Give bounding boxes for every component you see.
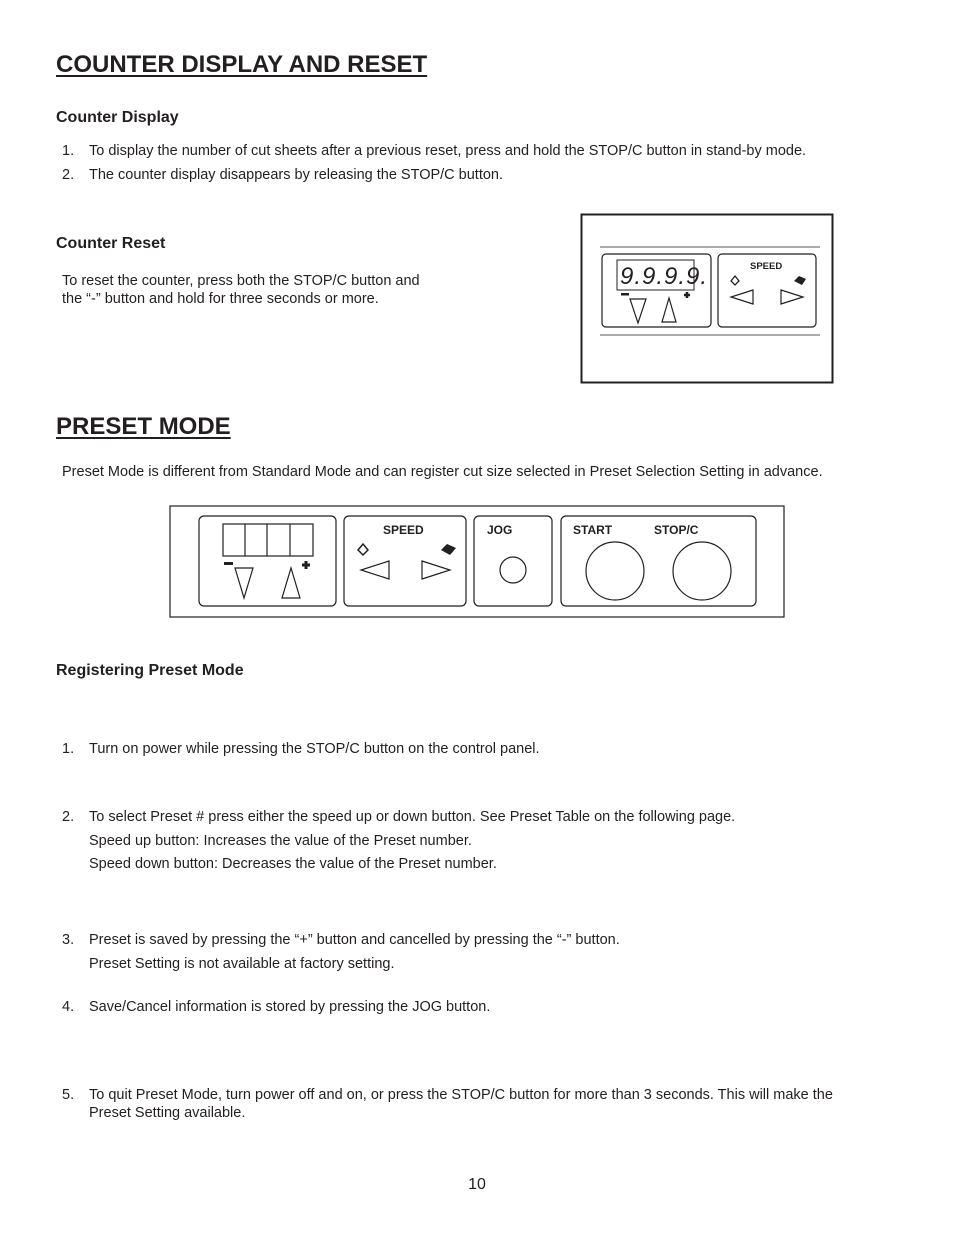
speed-label: SPEED bbox=[750, 261, 783, 272]
section-title-counter: COUNTER DISPLAY AND RESET bbox=[56, 51, 428, 78]
step-number: 1. bbox=[62, 741, 75, 757]
stop-label: STOP/C bbox=[654, 523, 699, 537]
list-item: To display the number of cut sheets after a previous reset, press and hold the STOP/C button in stand-by mode. bbox=[89, 143, 807, 159]
counter-display-heading: Counter Display bbox=[56, 109, 179, 126]
step-text-continued: Preset Setting available. bbox=[89, 1105, 246, 1121]
minus-icon bbox=[621, 293, 629, 296]
step-number: 4. bbox=[62, 999, 75, 1015]
counter-reset-heading: Counter Reset bbox=[56, 235, 166, 252]
list-item: The counter display disappears by releasing the STOP/C button. bbox=[89, 167, 504, 183]
start-button bbox=[586, 542, 644, 600]
speed-label: SPEED bbox=[383, 523, 424, 537]
counter-display bbox=[223, 524, 313, 556]
step-subtext: Speed up button: Increases the value of the Preset number. bbox=[89, 833, 472, 849]
stop-button bbox=[673, 542, 731, 600]
page-number: 10 bbox=[468, 1176, 486, 1193]
counter-reset-text-line2: the “-” button and hold for three seconds or more. bbox=[62, 291, 379, 307]
registering-heading: Registering Preset Mode bbox=[56, 662, 244, 679]
jog-button bbox=[500, 557, 526, 583]
step-text: Preset is saved by pressing the “+” button and cancelled by pressing the “-” button. bbox=[89, 932, 620, 948]
jog-label: JOG bbox=[487, 523, 513, 537]
step-number: 5. bbox=[62, 1087, 75, 1103]
counter-reset-text-line1: To reset the counter, press both the STOP/C button and bbox=[62, 273, 420, 289]
step-text: To select Preset # press either the speed up or down button. See Preset Table on the following page. bbox=[89, 809, 736, 825]
minus-icon bbox=[224, 562, 233, 565]
step-number: 2. bbox=[62, 809, 75, 825]
step-subtext: Preset Setting is not available at factory setting. bbox=[89, 956, 395, 972]
step-subtext: Speed down button: Decreases the value of the Preset number. bbox=[89, 856, 497, 872]
step-number: 3. bbox=[62, 932, 75, 948]
step-text: To quit Preset Mode, turn power off and on, or press the STOP/C button for more than 3 seconds. This will make the bbox=[89, 1087, 833, 1103]
preset-intro: Preset Mode is different from Standard Mode and can register cut size selected in Preset Selection Setting in advance. bbox=[62, 464, 823, 480]
start-label: START bbox=[573, 523, 613, 537]
step-text: Turn on power while pressing the STOP/C button on the control panel. bbox=[89, 741, 540, 757]
list-number: 1. bbox=[62, 143, 75, 159]
step-text: Save/Cancel information is stored by pressing the JOG button. bbox=[89, 999, 491, 1015]
section-title-preset: PRESET MODE bbox=[56, 413, 231, 440]
list-number: 2. bbox=[62, 167, 75, 183]
control-panel-figure bbox=[169, 505, 786, 619]
counter-panel-figure bbox=[580, 213, 835, 385]
counter-display-value: 9.9.9.9. bbox=[620, 263, 709, 290]
